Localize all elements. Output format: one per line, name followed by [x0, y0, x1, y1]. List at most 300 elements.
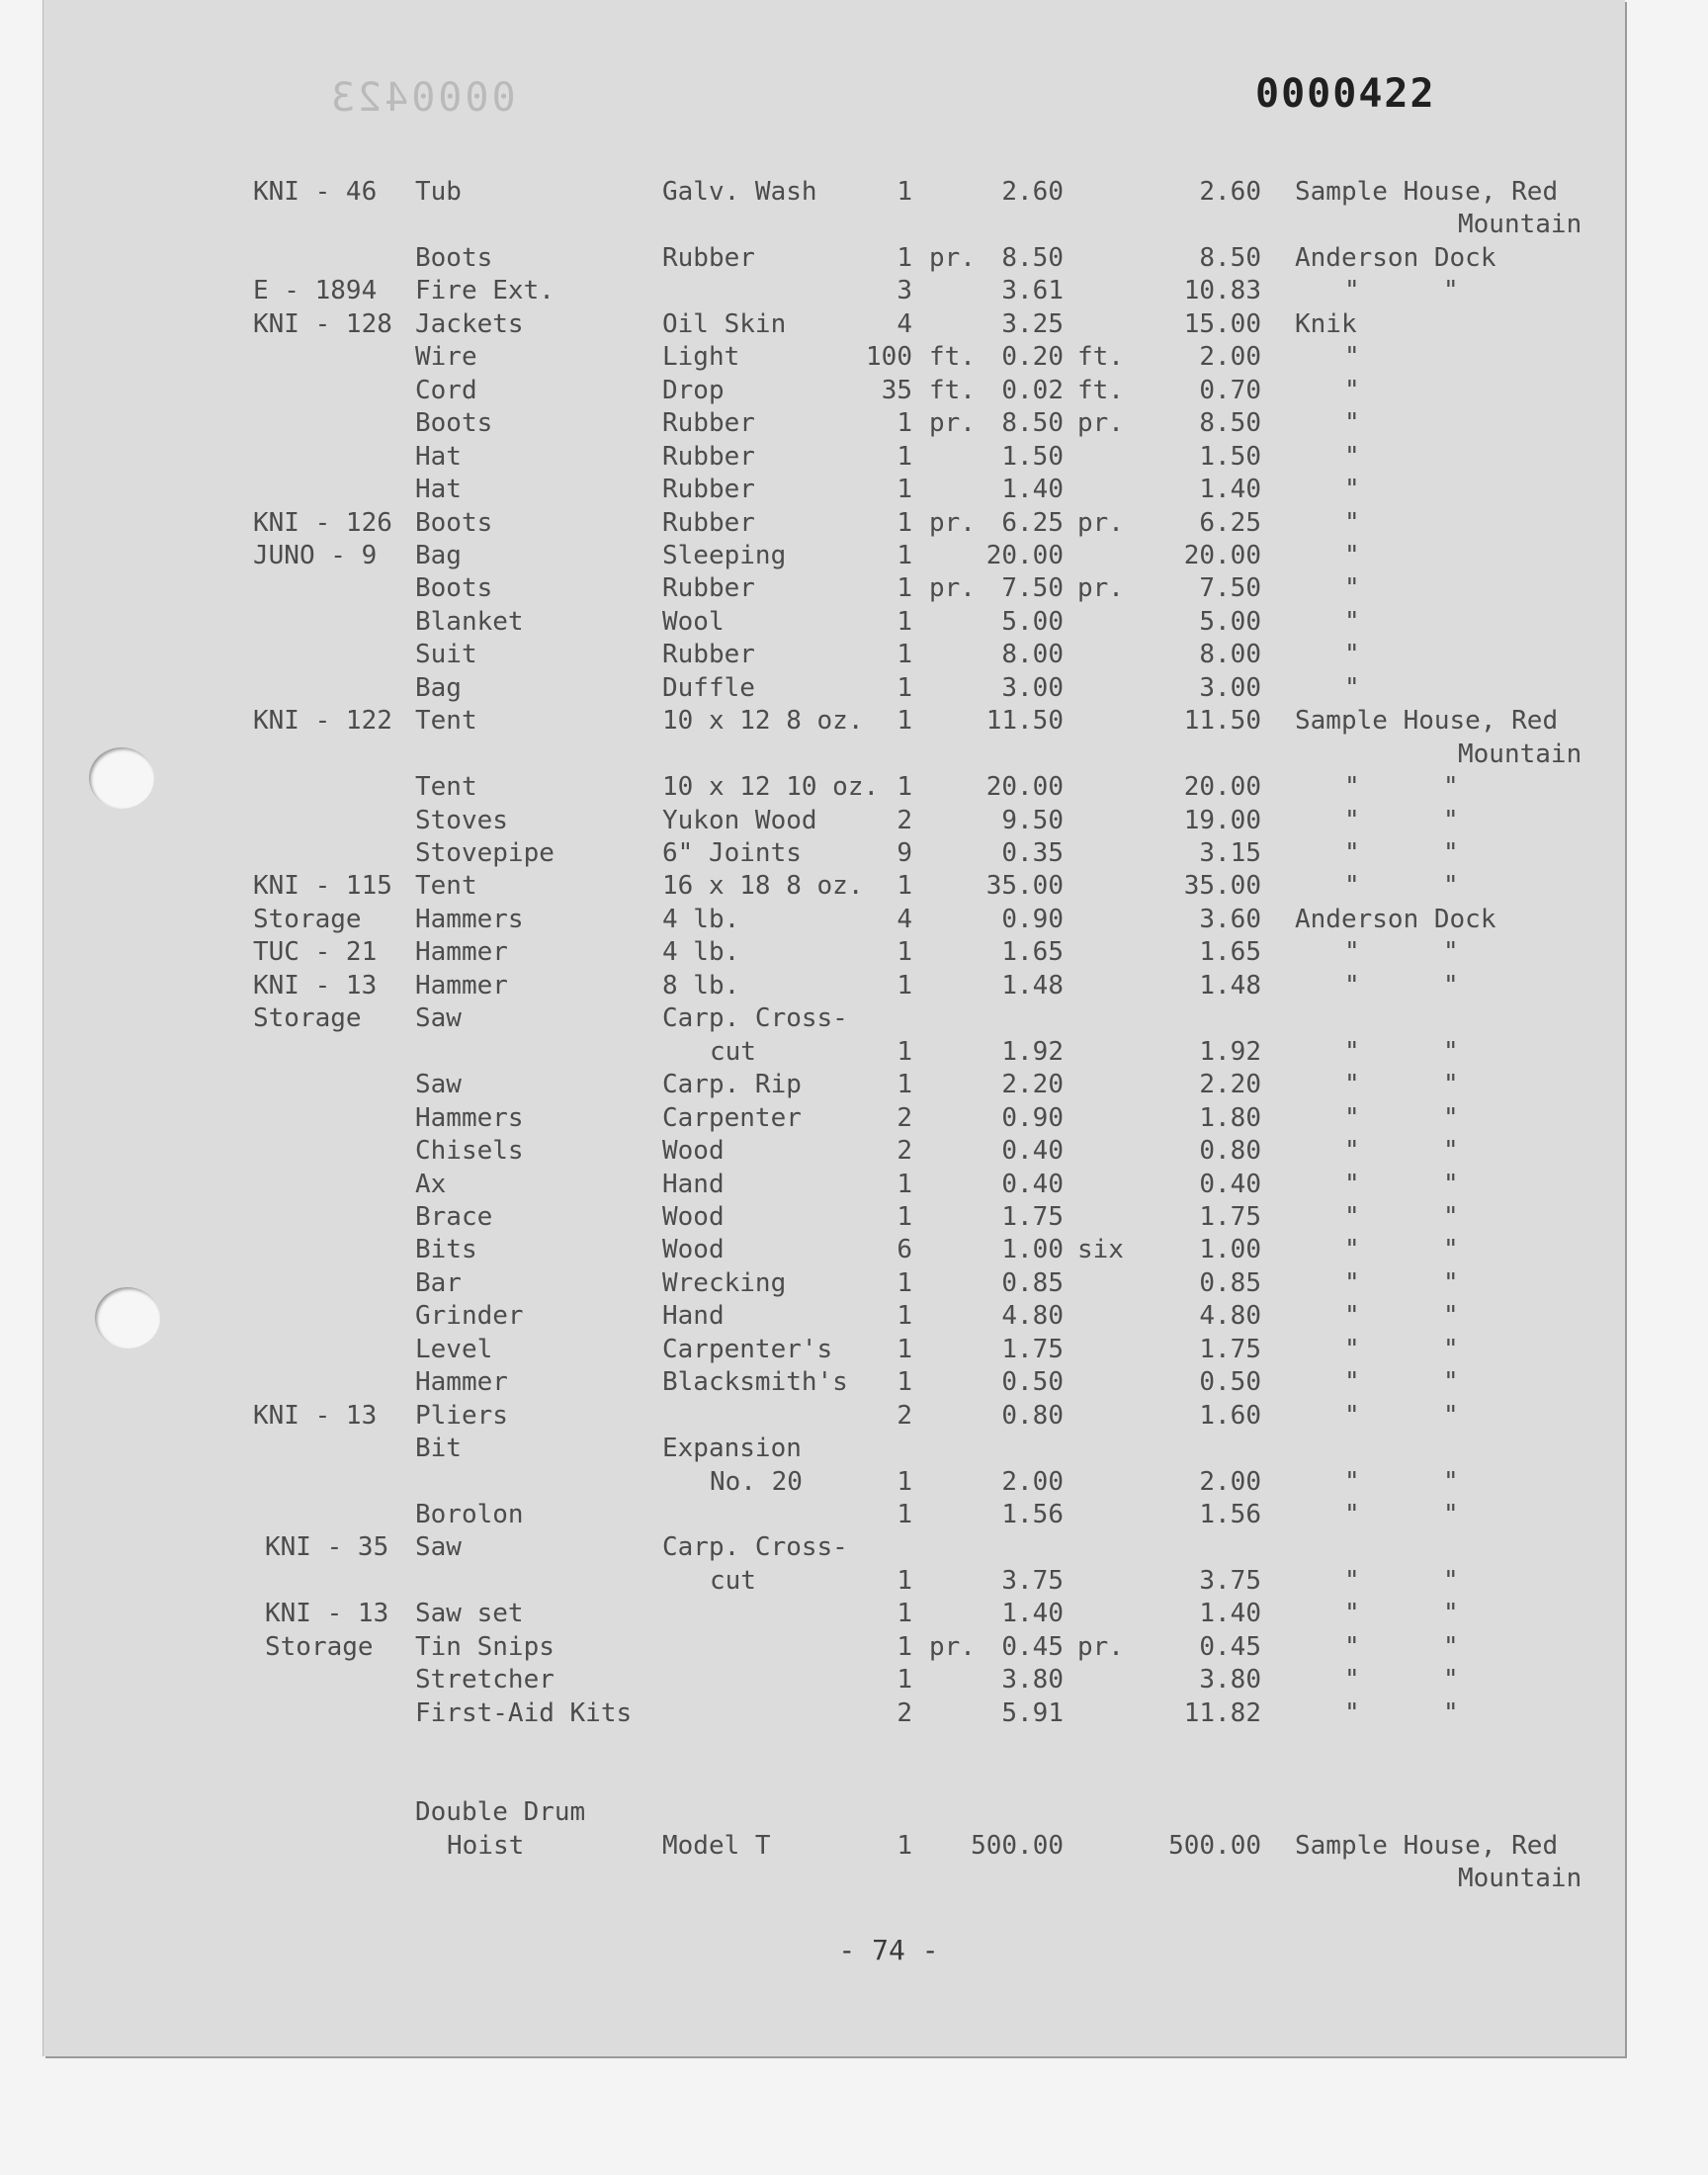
cell-total: 1.75: [1199, 1202, 1261, 1232]
table-row: [0, 1036, 1708, 1068]
cell-description: Oil Skin: [662, 309, 787, 339]
cell-item: Saw set: [415, 1599, 524, 1628]
cell-ditto: ": [1344, 1037, 1360, 1067]
cell-location: Knik: [1295, 309, 1357, 339]
cell-item: Saw: [415, 1070, 462, 1099]
cell-ditto: ": [1344, 1070, 1360, 1099]
cell-code: TUC - 21: [253, 937, 378, 967]
cell-total: 0.70: [1199, 376, 1261, 405]
cell-total: 0.40: [1199, 1170, 1261, 1199]
table-row: [0, 1102, 1708, 1134]
cell-item: Borolon: [415, 1500, 524, 1529]
cell-total: 0.85: [1199, 1268, 1261, 1298]
cell-quantity: 1: [897, 243, 912, 273]
cell-ditto: ": [1443, 937, 1459, 967]
cell-quantity: 1: [897, 1037, 912, 1067]
cell-unit-price: 1.40: [1001, 475, 1064, 504]
cell-ditto: ": [1344, 1170, 1360, 1199]
cell-item: Tin Snips: [415, 1632, 555, 1662]
cell-item: Tent: [415, 706, 477, 736]
cell-total: 8.00: [1199, 640, 1261, 669]
table-row: [0, 1730, 1708, 1762]
cell-total: 1.65: [1199, 937, 1261, 967]
cell-total: 19.00: [1183, 806, 1261, 835]
cell-unit-price: 2.60: [1001, 177, 1064, 207]
cell-code: KNI - 35: [265, 1532, 389, 1562]
cell-quantity: 1: [897, 1335, 912, 1364]
cell-item: Bits: [415, 1235, 477, 1264]
cell-quantity: 1: [897, 937, 912, 967]
table-row: [0, 1598, 1708, 1629]
cell-item: Chisels: [415, 1136, 524, 1166]
cell-code: KNI - 128: [253, 309, 392, 339]
cell-description: 4 lb.: [662, 937, 740, 967]
cell-code: KNI - 122: [253, 706, 392, 736]
cell-item: Suit: [415, 640, 477, 669]
table-row: [0, 870, 1708, 902]
cell-unit-price: 1.65: [1001, 937, 1064, 967]
cell-description: 10 x 12 8 oz.: [662, 706, 864, 736]
cell-item: Level: [415, 1335, 493, 1364]
cell-quantity: 9: [897, 838, 912, 868]
cell-total: 11.50: [1183, 706, 1261, 736]
cell-item: Boots: [415, 573, 493, 603]
cell-ditto: ": [1344, 937, 1360, 967]
cell-unit-price: 0.90: [1001, 905, 1064, 934]
cell-ditto: ": [1443, 1566, 1459, 1596]
cell-description: Duffle: [662, 673, 755, 703]
cell-total: 3.60: [1199, 905, 1261, 934]
cell-item: Hammer: [415, 1367, 508, 1397]
cell-total: 3.75: [1199, 1566, 1261, 1596]
cell-description: 10 x 12 10 oz.: [662, 772, 880, 802]
cell-unit-price: 5.00: [1001, 607, 1064, 637]
table-row: [0, 1466, 1708, 1498]
cell-ditto: ": [1443, 1037, 1459, 1067]
cell-ditto: ": [1443, 1401, 1459, 1431]
cell-total: 500.00: [1168, 1831, 1261, 1861]
cell-item: Fire Ext.: [415, 276, 555, 305]
cell-description: Rubber: [662, 408, 755, 438]
cell-item: Grinder: [415, 1301, 524, 1331]
cell-unit-price: 20.00: [985, 541, 1064, 570]
cell-unit-price: 1.75: [1001, 1202, 1064, 1232]
cell-ditto: ": [1344, 640, 1360, 669]
table-row: [0, 209, 1708, 240]
table-row: [0, 341, 1708, 373]
cell-quantity: 1: [897, 573, 912, 603]
cell-price-unit: ft.: [1077, 376, 1124, 405]
cell-total: 35.00: [1183, 871, 1261, 901]
cell-total: 20.00: [1183, 772, 1261, 802]
table-row: [0, 1201, 1708, 1233]
cell-description: Carpenter: [662, 1103, 802, 1133]
cell-ditto: ": [1443, 1467, 1459, 1497]
cell-ditto: ": [1443, 1301, 1459, 1331]
cell-ditto: ": [1443, 1170, 1459, 1199]
cell-total: 8.50: [1199, 408, 1261, 438]
cell-unit-price: 0.02: [1001, 376, 1064, 405]
cell-total: 2.00: [1199, 1467, 1261, 1497]
cell-ditto: ": [1344, 1698, 1360, 1728]
table-row: [0, 1565, 1708, 1597]
cell-ditto: ": [1344, 806, 1360, 835]
cell-unit-price: 2.00: [1001, 1467, 1064, 1497]
cell-quantity: 2: [897, 1401, 912, 1431]
cell-unit-price: 11.50: [985, 706, 1064, 736]
cell-price-unit: pr.: [1077, 1632, 1124, 1662]
cell-quantity-unit: pr.: [929, 243, 976, 273]
cell-item: Boots: [415, 508, 493, 538]
cell-ditto: ": [1443, 838, 1459, 868]
cell-ditto: ": [1344, 1599, 1360, 1628]
table-row: [0, 1234, 1708, 1265]
table-row: [0, 1796, 1708, 1828]
cell-unit-price: 2.20: [1001, 1070, 1064, 1099]
cell-ditto: ": [1443, 1500, 1459, 1529]
table-row: [0, 1664, 1708, 1696]
table-row: [0, 1830, 1708, 1862]
cell-unit-price: 1.00: [1001, 1235, 1064, 1264]
cell-quantity: 100: [866, 342, 912, 372]
cell-location: Anderson Dock: [1295, 243, 1496, 273]
table-row: [0, 1135, 1708, 1167]
cell-quantity: 1: [897, 1070, 912, 1099]
cell-description: Rubber: [662, 442, 755, 472]
table-row: [0, 1169, 1708, 1200]
cell-item: Ax: [415, 1170, 447, 1199]
cell-quantity: 2: [897, 1136, 912, 1166]
cell-item: Hammers: [415, 905, 524, 934]
table-row: [0, 308, 1708, 340]
cell-unit-price: 0.20: [1001, 342, 1064, 372]
bates-number-bleedthrough: 0000423: [328, 75, 516, 121]
cell-ditto: ": [1344, 541, 1360, 570]
cell-item: Pliers: [415, 1401, 508, 1431]
cell-ditto: ": [1443, 871, 1459, 901]
cell-ditto: ": [1443, 1632, 1459, 1662]
table-row: [0, 441, 1708, 473]
table-row: [0, 970, 1708, 1001]
cell-total: 3.00: [1199, 673, 1261, 703]
cell-ditto: ": [1443, 1202, 1459, 1232]
cell-total: 1.40: [1199, 475, 1261, 504]
cell-description: Blacksmith's: [662, 1367, 848, 1397]
cell-unit-price: 1.75: [1001, 1335, 1064, 1364]
cell-item: Bit: [415, 1434, 462, 1463]
cell-description: 6" Joints: [662, 838, 802, 868]
cell-quantity-unit: ft.: [929, 342, 976, 372]
cell-price-unit: pr.: [1077, 573, 1124, 603]
cell-item: Tub: [415, 177, 462, 207]
cell-total: 0.45: [1199, 1632, 1261, 1662]
cell-ditto: ": [1344, 971, 1360, 1000]
table-row: [0, 904, 1708, 935]
cell-ditto: ": [1344, 442, 1360, 472]
cell-item: Hammers: [415, 1103, 524, 1133]
cell-ditto: ": [1443, 1103, 1459, 1133]
cell-description: Carp. Cross-: [662, 1532, 848, 1562]
cell-description: Wool: [662, 607, 725, 637]
cell-ditto: ": [1344, 838, 1360, 868]
cell-description: Wood: [662, 1202, 725, 1232]
cell-description: cut: [710, 1566, 756, 1596]
cell-quantity: 1: [897, 871, 912, 901]
cell-quantity: 1: [897, 541, 912, 570]
cell-description: Rubber: [662, 475, 755, 504]
table-row: [0, 1400, 1708, 1432]
cell-price-unit: six: [1077, 1235, 1124, 1264]
cell-unit-price: 4.80: [1001, 1301, 1064, 1331]
cell-quantity: 35: [881, 376, 912, 405]
cell-ditto: ": [1344, 1136, 1360, 1166]
cell-total: 1.50: [1199, 442, 1261, 472]
cell-quantity: 3: [897, 276, 912, 305]
cell-description: Carp. Cross-: [662, 1003, 848, 1033]
table-row: [0, 805, 1708, 836]
cell-ditto: ": [1443, 1599, 1459, 1628]
cell-location: Sample House, Red: [1295, 177, 1559, 207]
cell-unit-price: 6.25: [1001, 508, 1064, 538]
cell-item: Cord: [415, 376, 477, 405]
cell-total: 2.00: [1199, 342, 1261, 372]
cell-quantity: 1: [897, 1268, 912, 1298]
table-row: [0, 1366, 1708, 1398]
cell-total: 4.80: [1199, 1301, 1261, 1331]
cell-quantity: 1: [897, 1500, 912, 1529]
cell-total: 1.60: [1199, 1401, 1261, 1431]
cell-ditto: ": [1344, 408, 1360, 438]
cell-item: Saw: [415, 1532, 462, 1562]
cell-total: 1.56: [1199, 1500, 1261, 1529]
cell-unit-price: 8.00: [1001, 640, 1064, 669]
cell-unit-price: 20.00: [985, 772, 1064, 802]
table-row: [0, 1334, 1708, 1365]
cell-quantity: 2: [897, 1698, 912, 1728]
cell-unit-price: 3.00: [1001, 673, 1064, 703]
table-row: [0, 837, 1708, 869]
cell-unit-price: 8.50: [1001, 408, 1064, 438]
cell-quantity-unit: pr.: [929, 573, 976, 603]
cell-quantity: 1: [897, 706, 912, 736]
cell-unit-price: 9.50: [1001, 806, 1064, 835]
cell-total: 7.50: [1199, 573, 1261, 603]
cell-description: Hand: [662, 1170, 725, 1199]
cell-description: Carp. Rip: [662, 1070, 802, 1099]
cell-description: Rubber: [662, 573, 755, 603]
cell-code: KNI - 46: [253, 177, 378, 207]
cell-total: 6.25: [1199, 508, 1261, 538]
cell-quantity: 1: [897, 442, 912, 472]
cell-unit-price: 1.92: [1001, 1037, 1064, 1067]
cell-code: KNI - 13: [253, 971, 378, 1000]
cell-ditto: ": [1443, 772, 1459, 802]
cell-code: KNI - 126: [253, 508, 392, 538]
cell-item: Boots: [415, 243, 493, 273]
cell-total: 1.00: [1199, 1235, 1261, 1264]
cell-unit-price: 7.50: [1001, 573, 1064, 603]
table-row: [0, 242, 1708, 274]
cell-total: 2.20: [1199, 1070, 1261, 1099]
cell-description: Wood: [662, 1136, 725, 1166]
cell-code: KNI - 13: [253, 1401, 378, 1431]
cell-code: Storage: [253, 1003, 362, 1033]
cell-total: 1.80: [1199, 1103, 1261, 1133]
cell-ditto: ": [1344, 573, 1360, 603]
table-row: [0, 507, 1708, 539]
cell-unit-price: 1.40: [1001, 1599, 1064, 1628]
cell-total: 3.80: [1199, 1665, 1261, 1695]
cell-unit-price: 3.61: [1001, 276, 1064, 305]
cell-total: 1.75: [1199, 1335, 1261, 1364]
cell-location-continued: Mountain: [1458, 740, 1582, 769]
cell-quantity: 1: [897, 1301, 912, 1331]
cell-ditto: ": [1344, 1235, 1360, 1264]
cell-unit-price: 1.48: [1001, 971, 1064, 1000]
cell-total: 0.50: [1199, 1367, 1261, 1397]
cell-item: Bag: [415, 673, 462, 703]
cell-code: Storage: [253, 905, 362, 934]
cell-price-unit: pr.: [1077, 508, 1124, 538]
cell-description: Rubber: [662, 640, 755, 669]
cell-ditto: ": [1344, 1268, 1360, 1298]
cell-quantity: 1: [897, 772, 912, 802]
cell-description: cut: [710, 1037, 756, 1067]
cell-unit-price: 0.50: [1001, 1367, 1064, 1397]
cell-unit-price: 0.35: [1001, 838, 1064, 868]
cell-unit-price: 3.80: [1001, 1665, 1064, 1695]
cell-unit-price: 1.50: [1001, 442, 1064, 472]
table-row: [0, 1300, 1708, 1332]
table-row: [0, 1499, 1708, 1530]
cell-ditto: ": [1344, 1202, 1360, 1232]
cell-ditto: ": [1344, 508, 1360, 538]
cell-quantity: 1: [897, 1831, 912, 1861]
cell-ditto: ": [1344, 1301, 1360, 1331]
cell-ditto: ": [1443, 1268, 1459, 1298]
table-row: [0, 1433, 1708, 1464]
cell-quantity: 4: [897, 309, 912, 339]
cell-total: 8.50: [1199, 243, 1261, 273]
cell-ditto: ": [1344, 673, 1360, 703]
cell-unit-price: 0.40: [1001, 1170, 1064, 1199]
cell-item: Brace: [415, 1202, 493, 1232]
cell-description: Sleeping: [662, 541, 787, 570]
cell-ditto: ": [1344, 607, 1360, 637]
cell-description: Rubber: [662, 243, 755, 273]
cell-ditto: ": [1344, 342, 1360, 372]
cell-quantity: 1: [897, 607, 912, 637]
cell-quantity: 1: [897, 475, 912, 504]
table-row: [0, 771, 1708, 803]
cell-unit-price: 5.91: [1001, 1698, 1064, 1728]
cell-quantity: 1: [897, 1665, 912, 1695]
cell-unit-price: 0.85: [1001, 1268, 1064, 1298]
cell-description: 16 x 18 8 oz.: [662, 871, 864, 901]
table-row: [0, 474, 1708, 505]
cell-quantity: 1: [897, 408, 912, 438]
cell-ditto: ": [1443, 1367, 1459, 1397]
cell-ditto: ": [1443, 1698, 1459, 1728]
cell-item: Saw: [415, 1003, 462, 1033]
cell-code: KNI - 115: [253, 871, 392, 901]
cell-ditto: ": [1344, 276, 1360, 305]
cell-code: JUNO - 9: [253, 541, 378, 570]
cell-ditto: ": [1344, 1500, 1360, 1529]
cell-description: Light: [662, 342, 740, 372]
cell-description: Carpenter's: [662, 1335, 833, 1364]
cell-ditto: ": [1344, 1665, 1360, 1695]
cell-description: Wood: [662, 1235, 725, 1264]
cell-ditto: ": [1344, 1367, 1360, 1397]
table-row: [0, 375, 1708, 406]
cell-ditto: ": [1443, 1235, 1459, 1264]
cell-unit-price: 8.50: [1001, 243, 1064, 273]
cell-quantity: 1: [897, 971, 912, 1000]
cell-item: Stretcher: [415, 1665, 555, 1695]
table-row: [0, 1697, 1708, 1729]
table-row: [0, 1002, 1708, 1034]
cell-description: 4 lb.: [662, 905, 740, 934]
cell-ditto: ": [1443, 276, 1459, 305]
table-row: [0, 1631, 1708, 1663]
cell-total: 1.48: [1199, 971, 1261, 1000]
cell-item: Blanket: [415, 607, 524, 637]
table-row: [0, 540, 1708, 571]
cell-location: Anderson Dock: [1295, 905, 1496, 934]
cell-unit-price: 1.56: [1001, 1500, 1064, 1529]
cell-unit-price: 0.80: [1001, 1401, 1064, 1431]
cell-quantity-unit: pr.: [929, 408, 976, 438]
table-row: [0, 1531, 1708, 1563]
cell-description: No. 20: [710, 1467, 803, 1497]
cell-location: Sample House, Red: [1295, 1831, 1559, 1861]
table-row: [0, 606, 1708, 638]
cell-item: Bag: [415, 541, 462, 570]
bates-number: 0000422: [1255, 71, 1436, 117]
cell-ditto: ": [1443, 1070, 1459, 1099]
table-row: [0, 407, 1708, 439]
cell-item: Stovepipe: [415, 838, 555, 868]
cell-unit-price: 3.25: [1001, 309, 1064, 339]
cell-description: Expansion: [662, 1434, 802, 1463]
cell-item: Tent: [415, 871, 477, 901]
cell-item: Boots: [415, 408, 493, 438]
cell-ditto: ": [1443, 1136, 1459, 1166]
cell-item: Hat: [415, 442, 462, 472]
cell-total: 1.40: [1199, 1599, 1261, 1628]
cell-ditto: ": [1344, 475, 1360, 504]
table-row: [0, 1267, 1708, 1299]
cell-description: Drop: [662, 376, 725, 405]
cell-quantity: 1: [897, 640, 912, 669]
cell-quantity: 6: [897, 1235, 912, 1264]
cell-description: Rubber: [662, 508, 755, 538]
cell-total: 20.00: [1183, 541, 1261, 570]
cell-ditto: ": [1344, 1467, 1360, 1497]
cell-quantity: 1: [897, 673, 912, 703]
table-row: [0, 275, 1708, 306]
cell-item: First-Aid Kits: [415, 1698, 633, 1728]
cell-item: Double Drum: [415, 1797, 586, 1827]
cell-quantity: 1: [897, 508, 912, 538]
table-row: [0, 672, 1708, 704]
cell-unit-price: 0.40: [1001, 1136, 1064, 1166]
cell-item: Hammer: [415, 971, 508, 1000]
cell-ditto: ": [1443, 806, 1459, 835]
cell-quantity-unit: pr.: [929, 1632, 976, 1662]
cell-ditto: ": [1344, 871, 1360, 901]
